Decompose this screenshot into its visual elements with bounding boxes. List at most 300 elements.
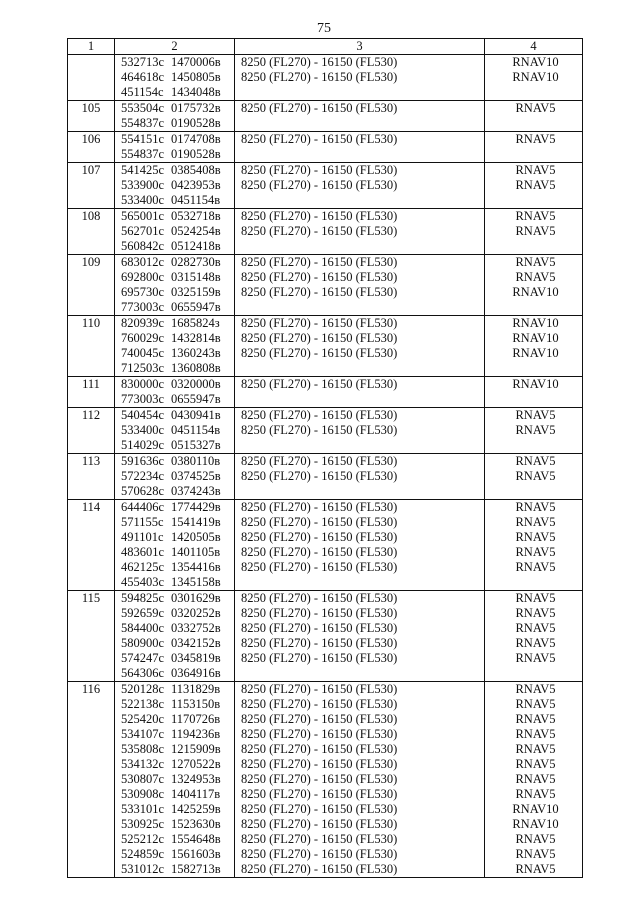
flight-levels-cell — [235, 500, 485, 591]
longitude: 0364916в — [171, 666, 221, 680]
longitude: 0380110в — [171, 454, 221, 468]
longitude: 0374525в — [171, 469, 221, 483]
rnav-spec: RNAV5 — [515, 787, 556, 801]
route-number: 112 — [68, 408, 115, 454]
rnav-spec-cell — [485, 316, 583, 377]
longitude: 1425259в — [171, 802, 221, 816]
route-points-cell — [115, 316, 235, 377]
rnav-spec-cell — [485, 500, 583, 591]
latitude: 773003с — [121, 392, 165, 406]
route-point — [115, 515, 234, 530]
rnav-spec: RNAV5 — [515, 224, 556, 238]
longitude: 1270522в — [171, 757, 221, 771]
flight-levels-cell — [235, 255, 485, 316]
latitude: 712503с — [121, 361, 165, 375]
flight-level-range: 8250 (FL270) - 16150 (FL530) — [241, 70, 398, 84]
rnav-spec: RNAV5 — [515, 862, 556, 876]
flight-level-range: 8250 (FL270) - 16150 (FL530) — [241, 331, 398, 345]
table-row — [68, 55, 583, 101]
latitude: 560842с — [121, 239, 165, 253]
column-header-4: 4 — [485, 39, 583, 55]
flight-level-range: 8250 (FL270) - 16150 (FL530) — [241, 270, 398, 284]
latitude: 532713с — [121, 55, 165, 69]
route-points-cell — [115, 454, 235, 500]
flight-level-range: 8250 (FL270) - 16150 (FL530) — [241, 209, 398, 223]
latitude: 574247с — [121, 651, 165, 665]
flight-levels-cell — [235, 316, 485, 377]
route-point — [115, 193, 234, 208]
rnav-spec-cell — [485, 408, 583, 454]
latitude: 773003с — [121, 300, 165, 314]
route-number: 105 — [68, 101, 115, 132]
table-row — [68, 377, 583, 408]
route-point — [115, 55, 234, 70]
table-row — [68, 209, 583, 255]
route-point — [115, 255, 234, 270]
latitude: 644406с — [121, 500, 165, 514]
rnav-spec: RNAV5 — [515, 832, 556, 846]
rnav-spec: RNAV5 — [515, 651, 556, 665]
route-point — [115, 847, 234, 862]
latitude: 464618с — [121, 70, 165, 84]
latitude: 525212с — [121, 832, 165, 846]
latitude: 483601с — [121, 545, 165, 559]
longitude: 0512418в — [171, 239, 221, 253]
rnav-spec: RNAV5 — [515, 270, 556, 284]
flight-level-range: 8250 (FL270) - 16150 (FL530) — [241, 560, 398, 574]
table-row — [68, 454, 583, 500]
flight-level-range: 8250 (FL270) - 16150 (FL530) — [241, 742, 398, 756]
longitude: 1541419в — [171, 515, 221, 529]
rnav-spec: RNAV10 — [512, 331, 559, 345]
rnav-spec: RNAV5 — [515, 255, 556, 269]
route-point — [115, 832, 234, 847]
latitude: 524859с — [121, 847, 165, 861]
latitude: 554151с — [121, 132, 165, 146]
table-row — [68, 316, 583, 377]
route-points-cell — [115, 209, 235, 255]
flight-level-range: 8250 (FL270) - 16150 (FL530) — [241, 727, 398, 741]
route-point — [115, 697, 234, 712]
route-points-cell — [115, 408, 235, 454]
latitude: 534132с — [121, 757, 165, 771]
route-points-cell — [115, 255, 235, 316]
flight-level-range: 8250 (FL270) - 16150 (FL530) — [241, 423, 398, 437]
latitude: 530908с — [121, 787, 165, 801]
latitude: 760029с — [121, 331, 165, 345]
flight-level-range: 8250 (FL270) - 16150 (FL530) — [241, 515, 398, 529]
latitude: 571155с — [121, 515, 164, 529]
flight-levels-cell — [235, 408, 485, 454]
route-number: 113 — [68, 454, 115, 500]
rnav-spec-cell — [485, 132, 583, 163]
route-point — [115, 742, 234, 757]
latitude: 491101с — [121, 530, 164, 544]
longitude: 1354416в — [171, 560, 221, 574]
latitude: 554837с — [121, 147, 165, 161]
latitude: 570628с — [121, 484, 165, 498]
flight-level-range: 8250 (FL270) - 16150 (FL530) — [241, 712, 398, 726]
flight-levels-cell — [235, 454, 485, 500]
rnav-spec: RNAV10 — [512, 55, 559, 69]
longitude: 1774429в — [171, 500, 221, 514]
longitude: 0385408в — [171, 163, 221, 177]
rnav-spec-cell — [485, 209, 583, 255]
route-point — [115, 209, 234, 224]
flight-level-range: 8250 (FL270) - 16150 (FL530) — [241, 847, 398, 861]
route-point — [115, 132, 234, 147]
route-points-cell — [115, 591, 235, 682]
latitude: 562701с — [121, 224, 165, 238]
flight-level-range: 8250 (FL270) - 16150 (FL530) — [241, 545, 398, 559]
route-point — [115, 727, 234, 742]
rnav-spec: RNAV5 — [515, 757, 556, 771]
latitude: 540454с — [121, 408, 165, 422]
longitude: 0174708в — [171, 132, 221, 146]
route-point — [115, 346, 234, 361]
route-number: 107 — [68, 163, 115, 209]
latitude: 830000с — [121, 377, 165, 391]
route-point — [115, 621, 234, 636]
flight-levels-cell — [235, 132, 485, 163]
rnav-spec: RNAV10 — [512, 316, 559, 330]
latitude: 462125с — [121, 560, 165, 574]
longitude: 1561603в — [171, 847, 221, 861]
route-points-cell — [115, 55, 235, 101]
route-point — [115, 862, 234, 877]
latitude: 535808с — [121, 742, 165, 756]
column-header-3: 3 — [235, 39, 485, 55]
route-points-cell — [115, 101, 235, 132]
longitude: 1554648в — [171, 832, 221, 846]
route-point — [115, 591, 234, 606]
rnav-spec: RNAV5 — [515, 515, 556, 529]
rnav-spec: RNAV10 — [512, 346, 559, 360]
route-number: 115 — [68, 591, 115, 682]
route-point — [115, 500, 234, 515]
longitude: 0190528в — [171, 116, 221, 130]
latitude: 554837с — [121, 116, 165, 130]
flight-level-range: 8250 (FL270) - 16150 (FL530) — [241, 224, 398, 238]
route-point — [115, 712, 234, 727]
flight-level-range: 8250 (FL270) - 16150 (FL530) — [241, 832, 398, 846]
rnav-spec: RNAV5 — [515, 545, 556, 559]
table-row — [68, 500, 583, 591]
latitude: 525420с — [121, 712, 165, 726]
route-point — [115, 392, 234, 407]
route-point — [115, 408, 234, 423]
route-number: 109 — [68, 255, 115, 316]
flight-level-range: 8250 (FL270) - 16150 (FL530) — [241, 697, 398, 711]
route-point — [115, 285, 234, 300]
longitude: 1215909в — [171, 742, 221, 756]
column-header-1: 1 — [68, 39, 115, 55]
longitude: 0430941в — [171, 408, 221, 422]
longitude: 1404117в — [171, 787, 221, 801]
flight-level-range: 8250 (FL270) - 16150 (FL530) — [241, 757, 398, 771]
flight-level-range: 8250 (FL270) - 16150 (FL530) — [241, 132, 398, 146]
flight-level-range: 8250 (FL270) - 16150 (FL530) — [241, 101, 398, 115]
rnav-spec: RNAV5 — [515, 209, 556, 223]
route-number: 111 — [68, 377, 115, 408]
route-point — [115, 484, 234, 499]
latitude: 514029с — [121, 438, 165, 452]
route-point — [115, 682, 234, 697]
route-point — [115, 361, 234, 376]
table-row — [68, 101, 583, 132]
flight-level-range: 8250 (FL270) - 16150 (FL530) — [241, 285, 398, 299]
flight-level-range: 8250 (FL270) - 16150 (FL530) — [241, 530, 398, 544]
longitude: 0374243в — [171, 484, 221, 498]
route-point — [115, 101, 234, 116]
rnav-spec: RNAV10 — [512, 70, 559, 84]
flight-level-range: 8250 (FL270) - 16150 (FL530) — [241, 163, 398, 177]
flight-level-range: 8250 (FL270) - 16150 (FL530) — [241, 772, 398, 786]
longitude: 0655947в — [171, 300, 221, 314]
route-point — [115, 239, 234, 254]
longitude: 0320252в — [171, 606, 221, 620]
rnav-spec: RNAV5 — [515, 132, 556, 146]
longitude: 0301629в — [171, 591, 221, 605]
latitude: 522138с — [121, 697, 165, 711]
route-point — [115, 331, 234, 346]
route-point — [115, 70, 234, 85]
latitude: 564306с — [121, 666, 165, 680]
flight-level-range: 8250 (FL270) - 16150 (FL530) — [241, 469, 398, 483]
route-number: 114 — [68, 500, 115, 591]
flight-levels-cell — [235, 682, 485, 878]
rnav-spec: RNAV10 — [512, 802, 559, 816]
page-number: 75 — [317, 21, 331, 36]
latitude: 530807с — [121, 772, 165, 786]
route-point — [115, 85, 234, 100]
route-point — [115, 606, 234, 621]
route-point — [115, 575, 234, 590]
flight-level-range: 8250 (FL270) - 16150 (FL530) — [241, 682, 398, 696]
longitude: 0451154в — [171, 423, 221, 437]
rnav-spec: RNAV5 — [515, 469, 556, 483]
route-point — [115, 454, 234, 469]
latitude: 451154с — [121, 85, 164, 99]
latitude: 553504с — [121, 101, 165, 115]
flight-level-range: 8250 (FL270) - 16150 (FL530) — [241, 377, 398, 391]
table-row — [68, 682, 583, 878]
longitude: 1360808в — [171, 361, 221, 375]
flight-level-range: 8250 (FL270) - 16150 (FL530) — [241, 346, 398, 360]
rnav-spec: RNAV5 — [515, 621, 556, 635]
flight-level-range: 8250 (FL270) - 16150 (FL530) — [241, 621, 398, 635]
latitude: 591636с — [121, 454, 165, 468]
longitude: 0282730в — [171, 255, 221, 269]
rnav-spec: RNAV5 — [515, 500, 556, 514]
rnav-spec: RNAV5 — [515, 163, 556, 177]
rnav-spec: RNAV5 — [515, 530, 556, 544]
latitude: 565001с — [121, 209, 165, 223]
route-point — [115, 300, 234, 315]
longitude: 1324953в — [171, 772, 221, 786]
table-row — [68, 255, 583, 316]
rnav-spec: RNAV5 — [515, 682, 556, 696]
longitude: 0320000в — [171, 377, 221, 391]
latitude: 692800с — [121, 270, 165, 284]
route-number: 110 — [68, 316, 115, 377]
longitude: 0451154в — [171, 193, 221, 207]
rnav-spec: RNAV5 — [515, 847, 556, 861]
route-points-cell — [115, 163, 235, 209]
route-points-cell — [115, 500, 235, 591]
route-point — [115, 560, 234, 575]
route-point — [115, 802, 234, 817]
route-point — [115, 757, 234, 772]
flight-level-range: 8250 (FL270) - 16150 (FL530) — [241, 817, 398, 831]
longitude: 1401105в — [171, 545, 221, 559]
rnav-spec: RNAV5 — [515, 727, 556, 741]
route-point — [115, 163, 234, 178]
table-body — [68, 55, 583, 878]
rnav-spec: RNAV5 — [515, 423, 556, 437]
route-point — [115, 147, 234, 162]
table-row — [68, 408, 583, 454]
flight-level-range: 8250 (FL270) - 16150 (FL530) — [241, 606, 398, 620]
header-row — [68, 39, 583, 55]
longitude: 0655947в — [171, 392, 221, 406]
route-point — [115, 270, 234, 285]
table-row — [68, 591, 583, 682]
route-point — [115, 469, 234, 484]
flight-level-range: 8250 (FL270) - 16150 (FL530) — [241, 802, 398, 816]
table-row — [68, 132, 583, 163]
flight-level-range: 8250 (FL270) - 16150 (FL530) — [241, 316, 398, 330]
rnav-spec: RNAV5 — [515, 408, 556, 422]
rnav-spec-cell — [485, 163, 583, 209]
longitude: 0532718в — [171, 209, 221, 223]
column-header-2: 2 — [115, 39, 235, 55]
flight-level-range: 8250 (FL270) - 16150 (FL530) — [241, 636, 398, 650]
flight-level-range: 8250 (FL270) - 16150 (FL530) — [241, 255, 398, 269]
rnav-spec: RNAV5 — [515, 101, 556, 115]
rnav-spec: RNAV10 — [512, 817, 559, 831]
route-point — [115, 178, 234, 193]
longitude: 0515327в — [171, 438, 221, 452]
flight-level-range: 8250 (FL270) - 16150 (FL530) — [241, 55, 398, 69]
flight-level-range: 8250 (FL270) - 16150 (FL530) — [241, 651, 398, 665]
route-point — [115, 651, 234, 666]
longitude: 1420505в — [171, 530, 221, 544]
latitude: 520128с — [121, 682, 165, 696]
longitude: 0524254в — [171, 224, 221, 238]
longitude: 1360243в — [171, 346, 221, 360]
rnav-spec: RNAV10 — [512, 377, 559, 391]
rnav-spec: RNAV5 — [515, 560, 556, 574]
route-points-cell — [115, 682, 235, 878]
latitude: 683012с — [121, 255, 165, 269]
route-point — [115, 224, 234, 239]
latitude: 695730с — [121, 285, 165, 299]
flight-levels-cell — [235, 163, 485, 209]
flight-level-range: 8250 (FL270) - 16150 (FL530) — [241, 454, 398, 468]
route-number: 108 — [68, 209, 115, 255]
latitude: 592659с — [121, 606, 165, 620]
route-point — [115, 377, 234, 392]
rnav-spec: RNAV5 — [515, 454, 556, 468]
latitude: 530925с — [121, 817, 165, 831]
latitude: 533400с — [121, 193, 165, 207]
rnav-spec: RNAV5 — [515, 712, 556, 726]
longitude: 0190528в — [171, 147, 221, 161]
latitude: 820939с — [121, 316, 165, 330]
longitude: 1523630в — [171, 817, 221, 831]
flight-level-range: 8250 (FL270) - 16150 (FL530) — [241, 591, 398, 605]
route-point — [115, 772, 234, 787]
route-point — [115, 438, 234, 453]
rnav-spec: RNAV5 — [515, 697, 556, 711]
flight-levels-cell — [235, 101, 485, 132]
latitude: 594825с — [121, 591, 165, 605]
rnav-spec: RNAV5 — [515, 772, 556, 786]
longitude: 1432814в — [171, 331, 221, 345]
route-point — [115, 817, 234, 832]
route-points-cell — [115, 377, 235, 408]
longitude: 0423953в — [171, 178, 221, 192]
rnav-spec-cell — [485, 255, 583, 316]
route-point — [115, 787, 234, 802]
longitude: 0315148в — [171, 270, 221, 284]
rnav-spec: RNAV5 — [515, 742, 556, 756]
rnav-spec-cell — [485, 591, 583, 682]
longitude: 0342152в — [171, 636, 221, 650]
flight-level-range: 8250 (FL270) - 16150 (FL530) — [241, 787, 398, 801]
latitude: 541425с — [121, 163, 165, 177]
longitude: 0175732в — [171, 101, 221, 115]
rnav-spec: RNAV5 — [515, 636, 556, 650]
flight-level-range: 8250 (FL270) - 16150 (FL530) — [241, 862, 398, 876]
route-point — [115, 545, 234, 560]
route-point — [115, 530, 234, 545]
rnav-spec: RNAV5 — [515, 591, 556, 605]
route-point — [115, 666, 234, 681]
longitude: 0345819в — [171, 651, 221, 665]
latitude: 533400с — [121, 423, 165, 437]
route-point — [115, 423, 234, 438]
rnav-spec-cell — [485, 682, 583, 878]
latitude: 740045с — [121, 346, 165, 360]
route-points-cell — [115, 132, 235, 163]
rnav-spec-cell — [485, 55, 583, 101]
longitude: 1153150в — [171, 697, 221, 711]
route-number: 116 — [68, 682, 115, 878]
rnav-spec: RNAV10 — [512, 285, 559, 299]
flight-level-range: 8250 (FL270) - 16150 (FL530) — [241, 500, 398, 514]
longitude: 1434048в — [171, 85, 221, 99]
latitude: 584400с — [121, 621, 165, 635]
table-row — [68, 163, 583, 209]
latitude: 455403с — [121, 575, 165, 589]
flight-levels-cell — [235, 55, 485, 101]
route-table — [67, 38, 583, 878]
route-number: 106 — [68, 132, 115, 163]
longitude: 1582713в — [171, 862, 221, 876]
rnav-spec-cell — [485, 454, 583, 500]
flight-level-range: 8250 (FL270) - 16150 (FL530) — [241, 178, 398, 192]
latitude: 533900с — [121, 178, 165, 192]
rnav-spec: RNAV5 — [515, 606, 556, 620]
rnav-spec-cell — [485, 377, 583, 408]
route-number — [68, 55, 115, 101]
rnav-spec-cell — [485, 101, 583, 132]
longitude: 1170726в — [171, 712, 221, 726]
flight-level-range: 8250 (FL270) - 16150 (FL530) — [241, 408, 398, 422]
longitude: 1470006в — [171, 55, 221, 69]
